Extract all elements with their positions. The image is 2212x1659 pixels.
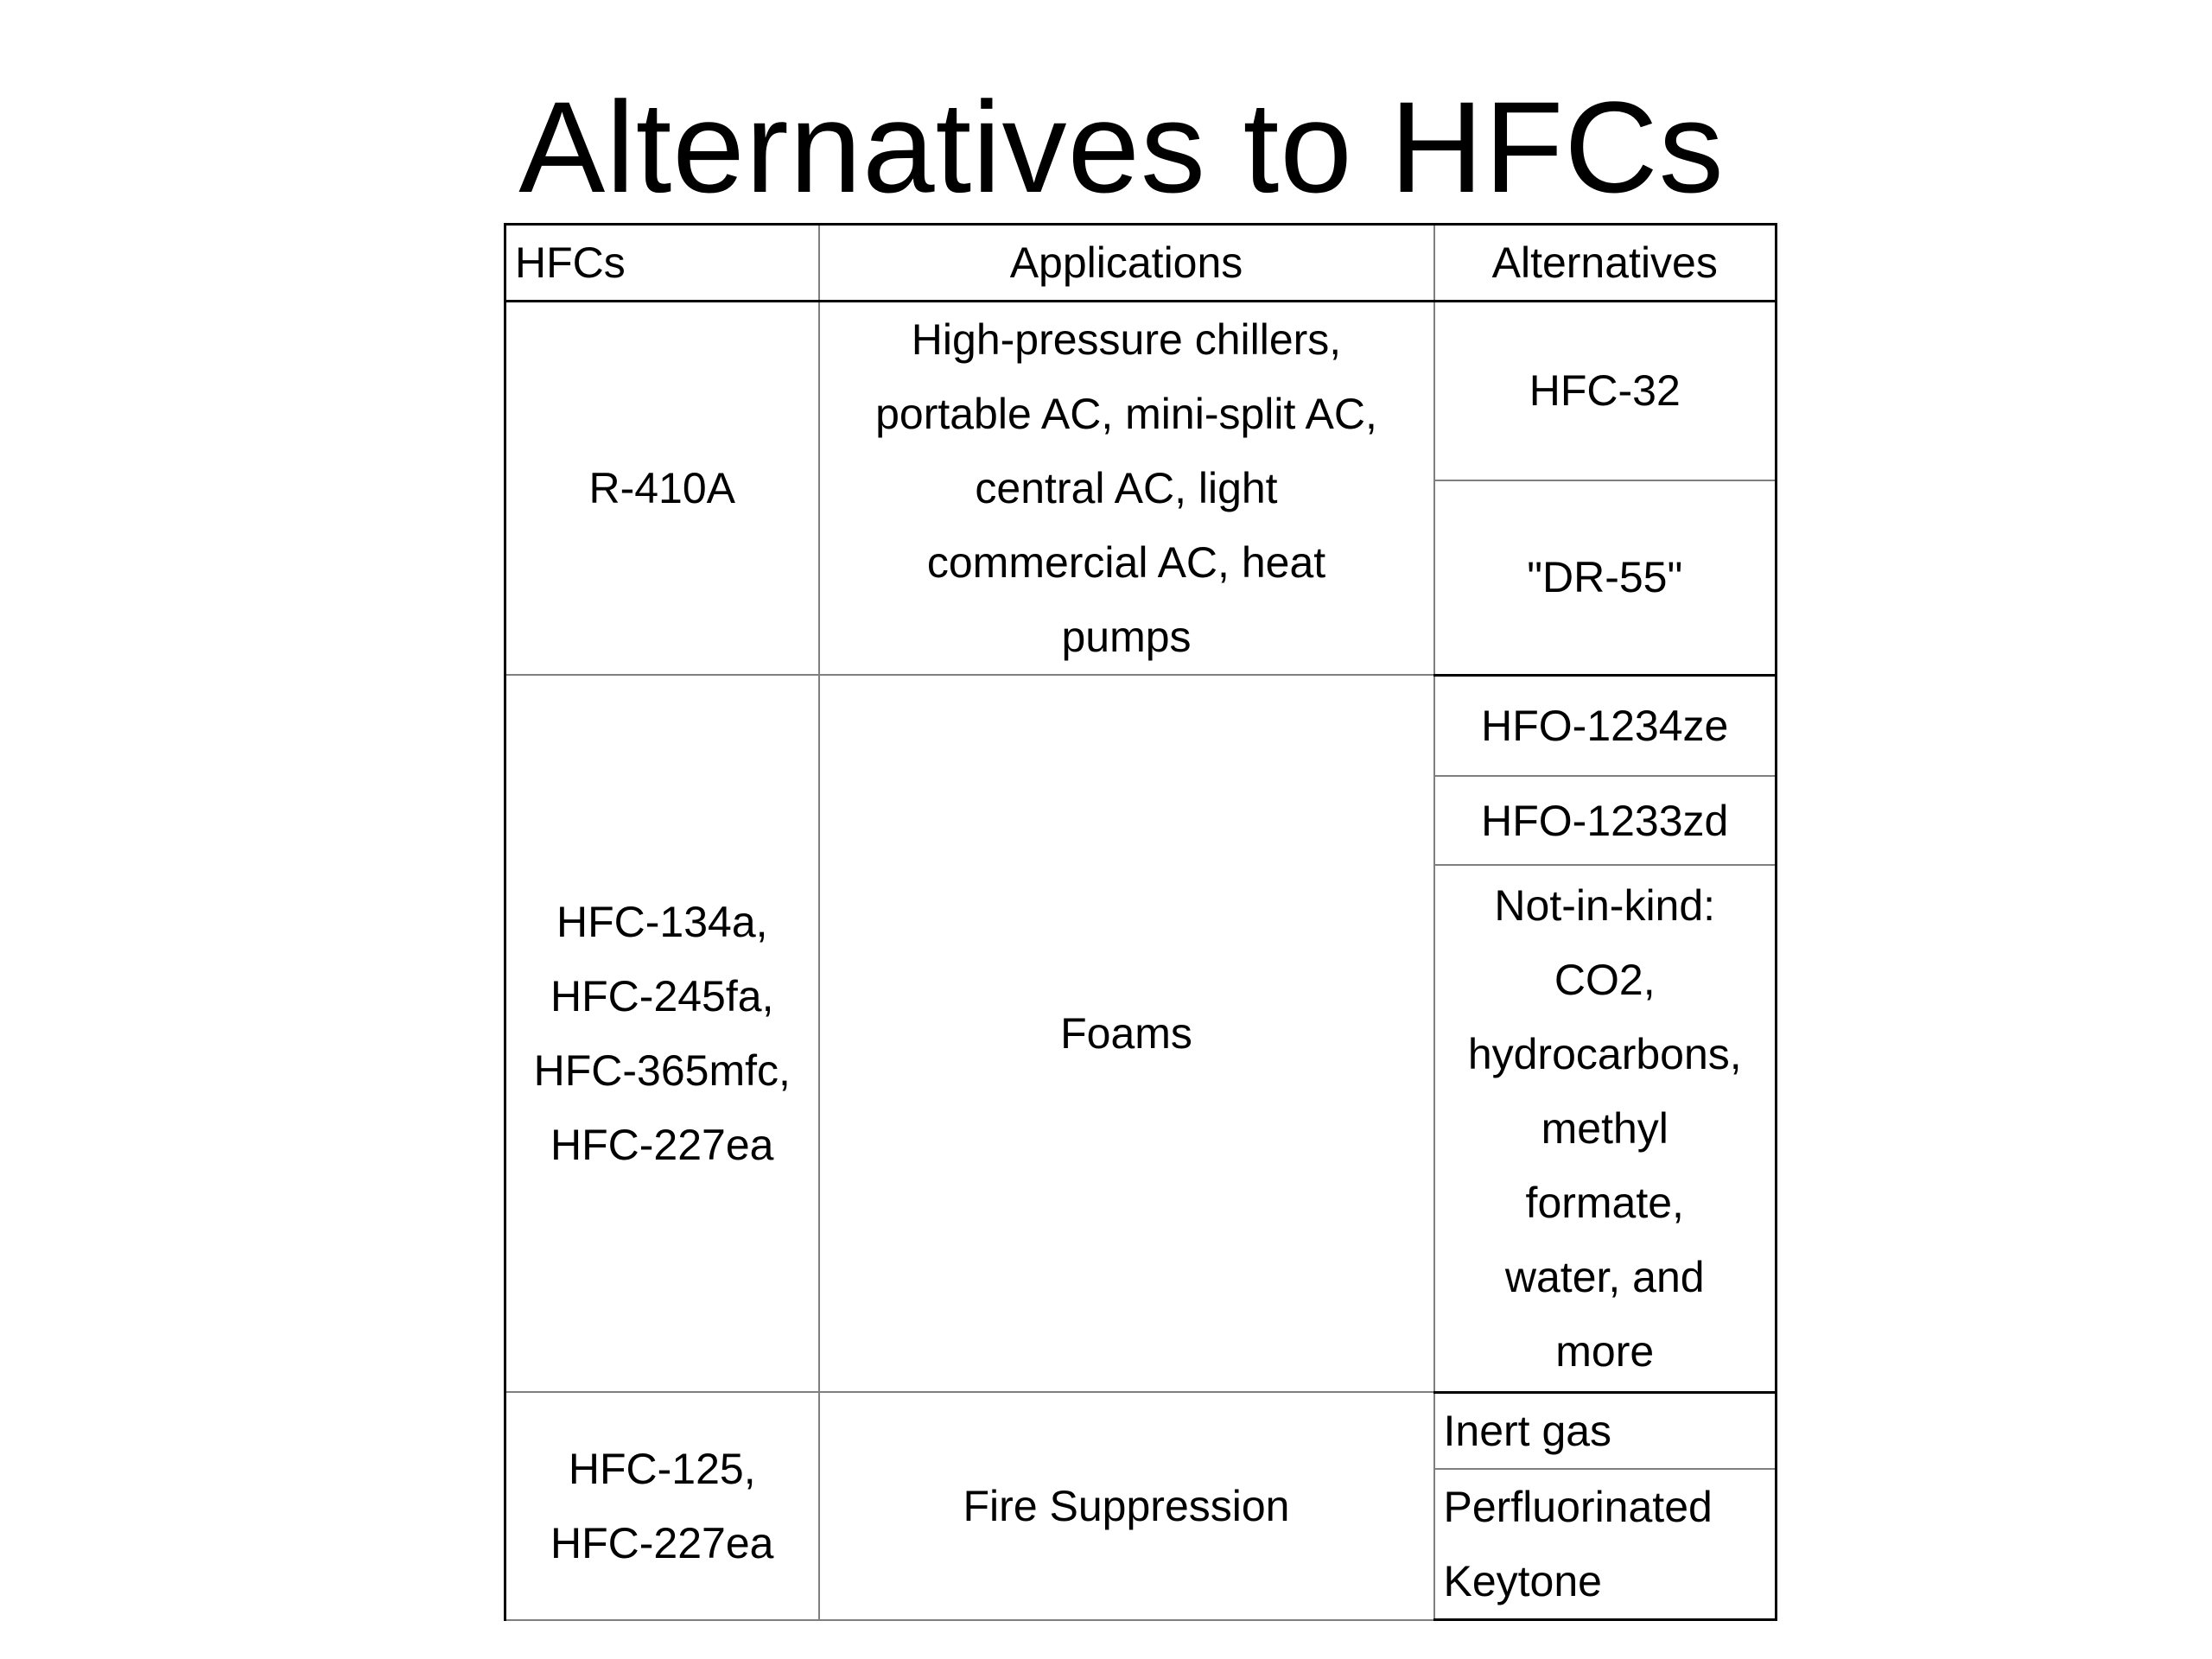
alternative-name: HFO-1233zd <box>1481 796 1729 845</box>
table-header-row <box>505 225 1777 302</box>
header-alternatives: Alternatives <box>1434 225 1777 302</box>
slide-title: Alternatives to HFCs <box>518 74 1725 219</box>
application-cell <box>819 675 1434 1392</box>
alternative-name: Perfluorinated <box>1443 1482 1713 1531</box>
hfc-alternatives-table <box>504 223 1777 1621</box>
alternative-cell <box>1434 480 1777 675</box>
application-line: central AC, light <box>975 464 1278 512</box>
application-line: pumps <box>1061 613 1192 661</box>
application-line: Foams <box>1060 1009 1192 1058</box>
hfc-name: HFC-245fa, <box>550 972 774 1020</box>
hfc-name: HFC-365mfc, <box>533 1046 791 1095</box>
alternative-name: more <box>1555 1326 1655 1376</box>
alternative-cell <box>1434 776 1777 865</box>
alternative-name: CO2, <box>1554 955 1656 1004</box>
table-row <box>505 302 1777 480</box>
table-row <box>505 1392 1777 1469</box>
application-line: portable AC, mini-split AC, <box>875 390 1377 438</box>
alternative-name: Keytone <box>1443 1556 1602 1605</box>
hfc-name: R-410A <box>588 464 736 512</box>
alternative-name: hydrocarbons, <box>1467 1029 1742 1078</box>
alternative-name: formate, <box>1525 1178 1684 1227</box>
alternative-cell <box>1434 302 1777 480</box>
hfc-cell <box>505 675 819 1392</box>
application-cell <box>819 302 1434 676</box>
application-line: High-pressure chillers, <box>911 315 1342 364</box>
alternative-name: HFO-1234ze <box>1481 701 1729 750</box>
alternative-name: HFC-32 <box>1529 366 1681 416</box>
alternative-cell <box>1434 1392 1777 1469</box>
alternative-name: water, and <box>1504 1252 1705 1301</box>
application-line: commercial AC, heat <box>926 538 1326 587</box>
alternative-name: methyl <box>1541 1103 1669 1153</box>
alternative-cell <box>1434 675 1777 776</box>
application-cell <box>819 1392 1434 1620</box>
alternative-name: "DR-55" <box>1527 553 1683 602</box>
hfc-name: HFC-134a, <box>556 898 768 946</box>
hfc-name: HFC-227ea <box>550 1518 774 1567</box>
alternative-name: Not-in-kind: <box>1494 880 1716 930</box>
header-hfcs: HFCs <box>505 225 819 302</box>
hfc-cell <box>505 1392 819 1620</box>
alternative-cell <box>1434 1469 1777 1620</box>
header-applications: Applications <box>819 225 1434 302</box>
alternative-cell <box>1434 865 1777 1392</box>
table-row <box>505 675 1777 776</box>
application-line: Fire Suppression <box>963 1481 1290 1530</box>
alternative-name: Inert gas <box>1443 1406 1612 1455</box>
hfc-name: HFC-227ea <box>550 1121 774 1169</box>
hfc-cell <box>505 302 819 676</box>
hfc-name: HFC-125, <box>568 1444 756 1493</box>
